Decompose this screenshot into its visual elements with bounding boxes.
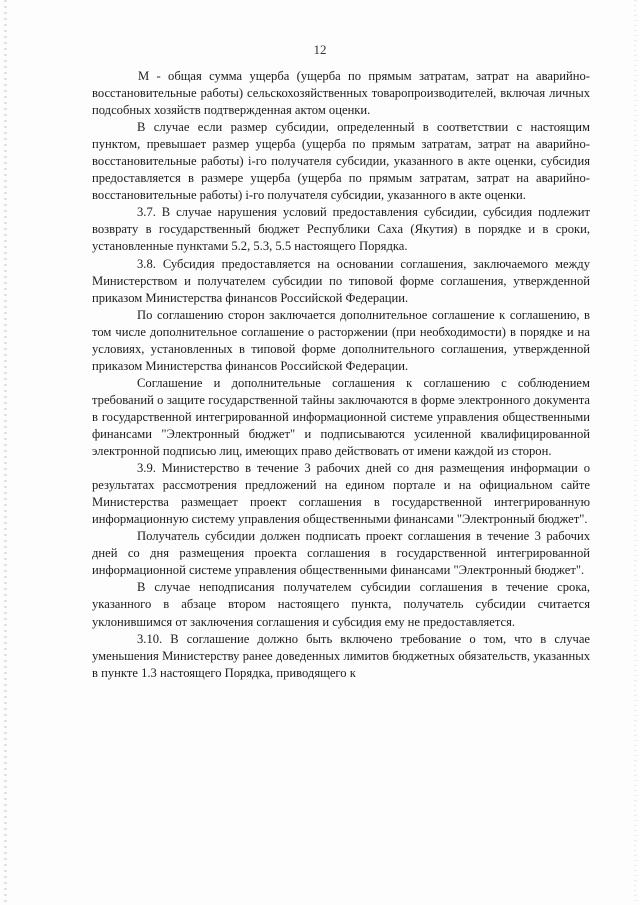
paragraph-3-10: 3.10. В соглашение должно быть включено требование о том, что в случае уменьшения Министерству ранее доведенных лимитов бюджетных обязательств, указанных в пункте 1.3 настоящего Порядка, приводящего к [92,631,590,680]
document-body [92,68,590,682]
paragraph-subsidy-exceeds-damage: В случае если размер субсидии, определенный в соответствии с настоящим пунктом, превышает размер ущерба (ущерба по прямым затратам, затрат на аварийно-восстановительные работы) i-го получателя субсидии, указанного в акте оценки, субсидия предоставляется в размере ущерба (ущерба по прямым затратам, затрат на аварийно-восстановительные работы) i-го получателя субсидии, указанного в акте оценки. [92,120,590,203]
page-number: 12 [313,42,327,57]
paragraph-non-signing: В случае неподписания получателем субсидии соглашения в течение срока, указанного в абзаце втором настоящего пункта, получатель субсидии считается уклонившимся от заключения соглашения и субсидия ему не предоставляется. [92,580,590,629]
paragraph-3-7: 3.7. В случае нарушения условий предоставления субсидии, субсидия подлежит возврату в государственный бюджет Республики Саха (Якутия) в порядке и в сроки, установленные пунктами 5.2, 5.3, 5.5 настоящего Порядка. [92,205,590,254]
paragraph-signing-deadline: Получатель субсидии должен подписать проект соглашения в течение 3 рабочих дней со дня размещения проекта соглашения в государственной интегрированной информационной системе управления общественными финансами "Электронный бюджет". [92,529,590,578]
paragraph-additional-agreement: По соглашению сторон заключается дополнительное соглашение к соглашению, в том числе дополнительное соглашение о расторжении (при необходимости) в порядке и на условиях, установленных в типовой форме дополнительного соглашения, утвержденной приказом Министерства финансов Российской Федерации. [92,307,590,373]
paragraph-formula-definition: М - общая сумма ущерба (ущерба по прямым затратам, затрат на аварийно-восстановительные работы) сельскохозяйственных товаропроизводителей, включая личных подсобных хозяйств подтвержденная актом оценки. [92,69,590,118]
scan-edge-right [634,0,637,905]
paragraph-3-9: 3.9. Министерство в течение 3 рабочих дней со дня размещения информации о результатах рассмотрения предложений на едином портале и на официальном сайте Министерства размещает проект соглашения в государственной интегрированную информационную систему управления общественными финансами "Электронный бюджет". [92,461,590,527]
scan-edge-left [4,0,7,905]
paragraph-3-8: 3.8. Субсидия предоставляется на основании соглашения, заключаемого между Министерством и получателем субсидии по типовой форме соглашения, утвержденной приказом Министерства финансов Российской Федерации. [92,256,590,305]
paragraph-electronic-form: Соглашение и дополнительные соглашения к соглашению с соблюдением требований о защите государственной тайны заключаются в форме электронного документа в государственной интегрированной информационной системе управления общественными финансами "Электронный бюджет" и подписываются усиленной квалифицированной электронной подписью лиц, имеющих право действовать от имени каждой из сторон. [92,375,590,459]
